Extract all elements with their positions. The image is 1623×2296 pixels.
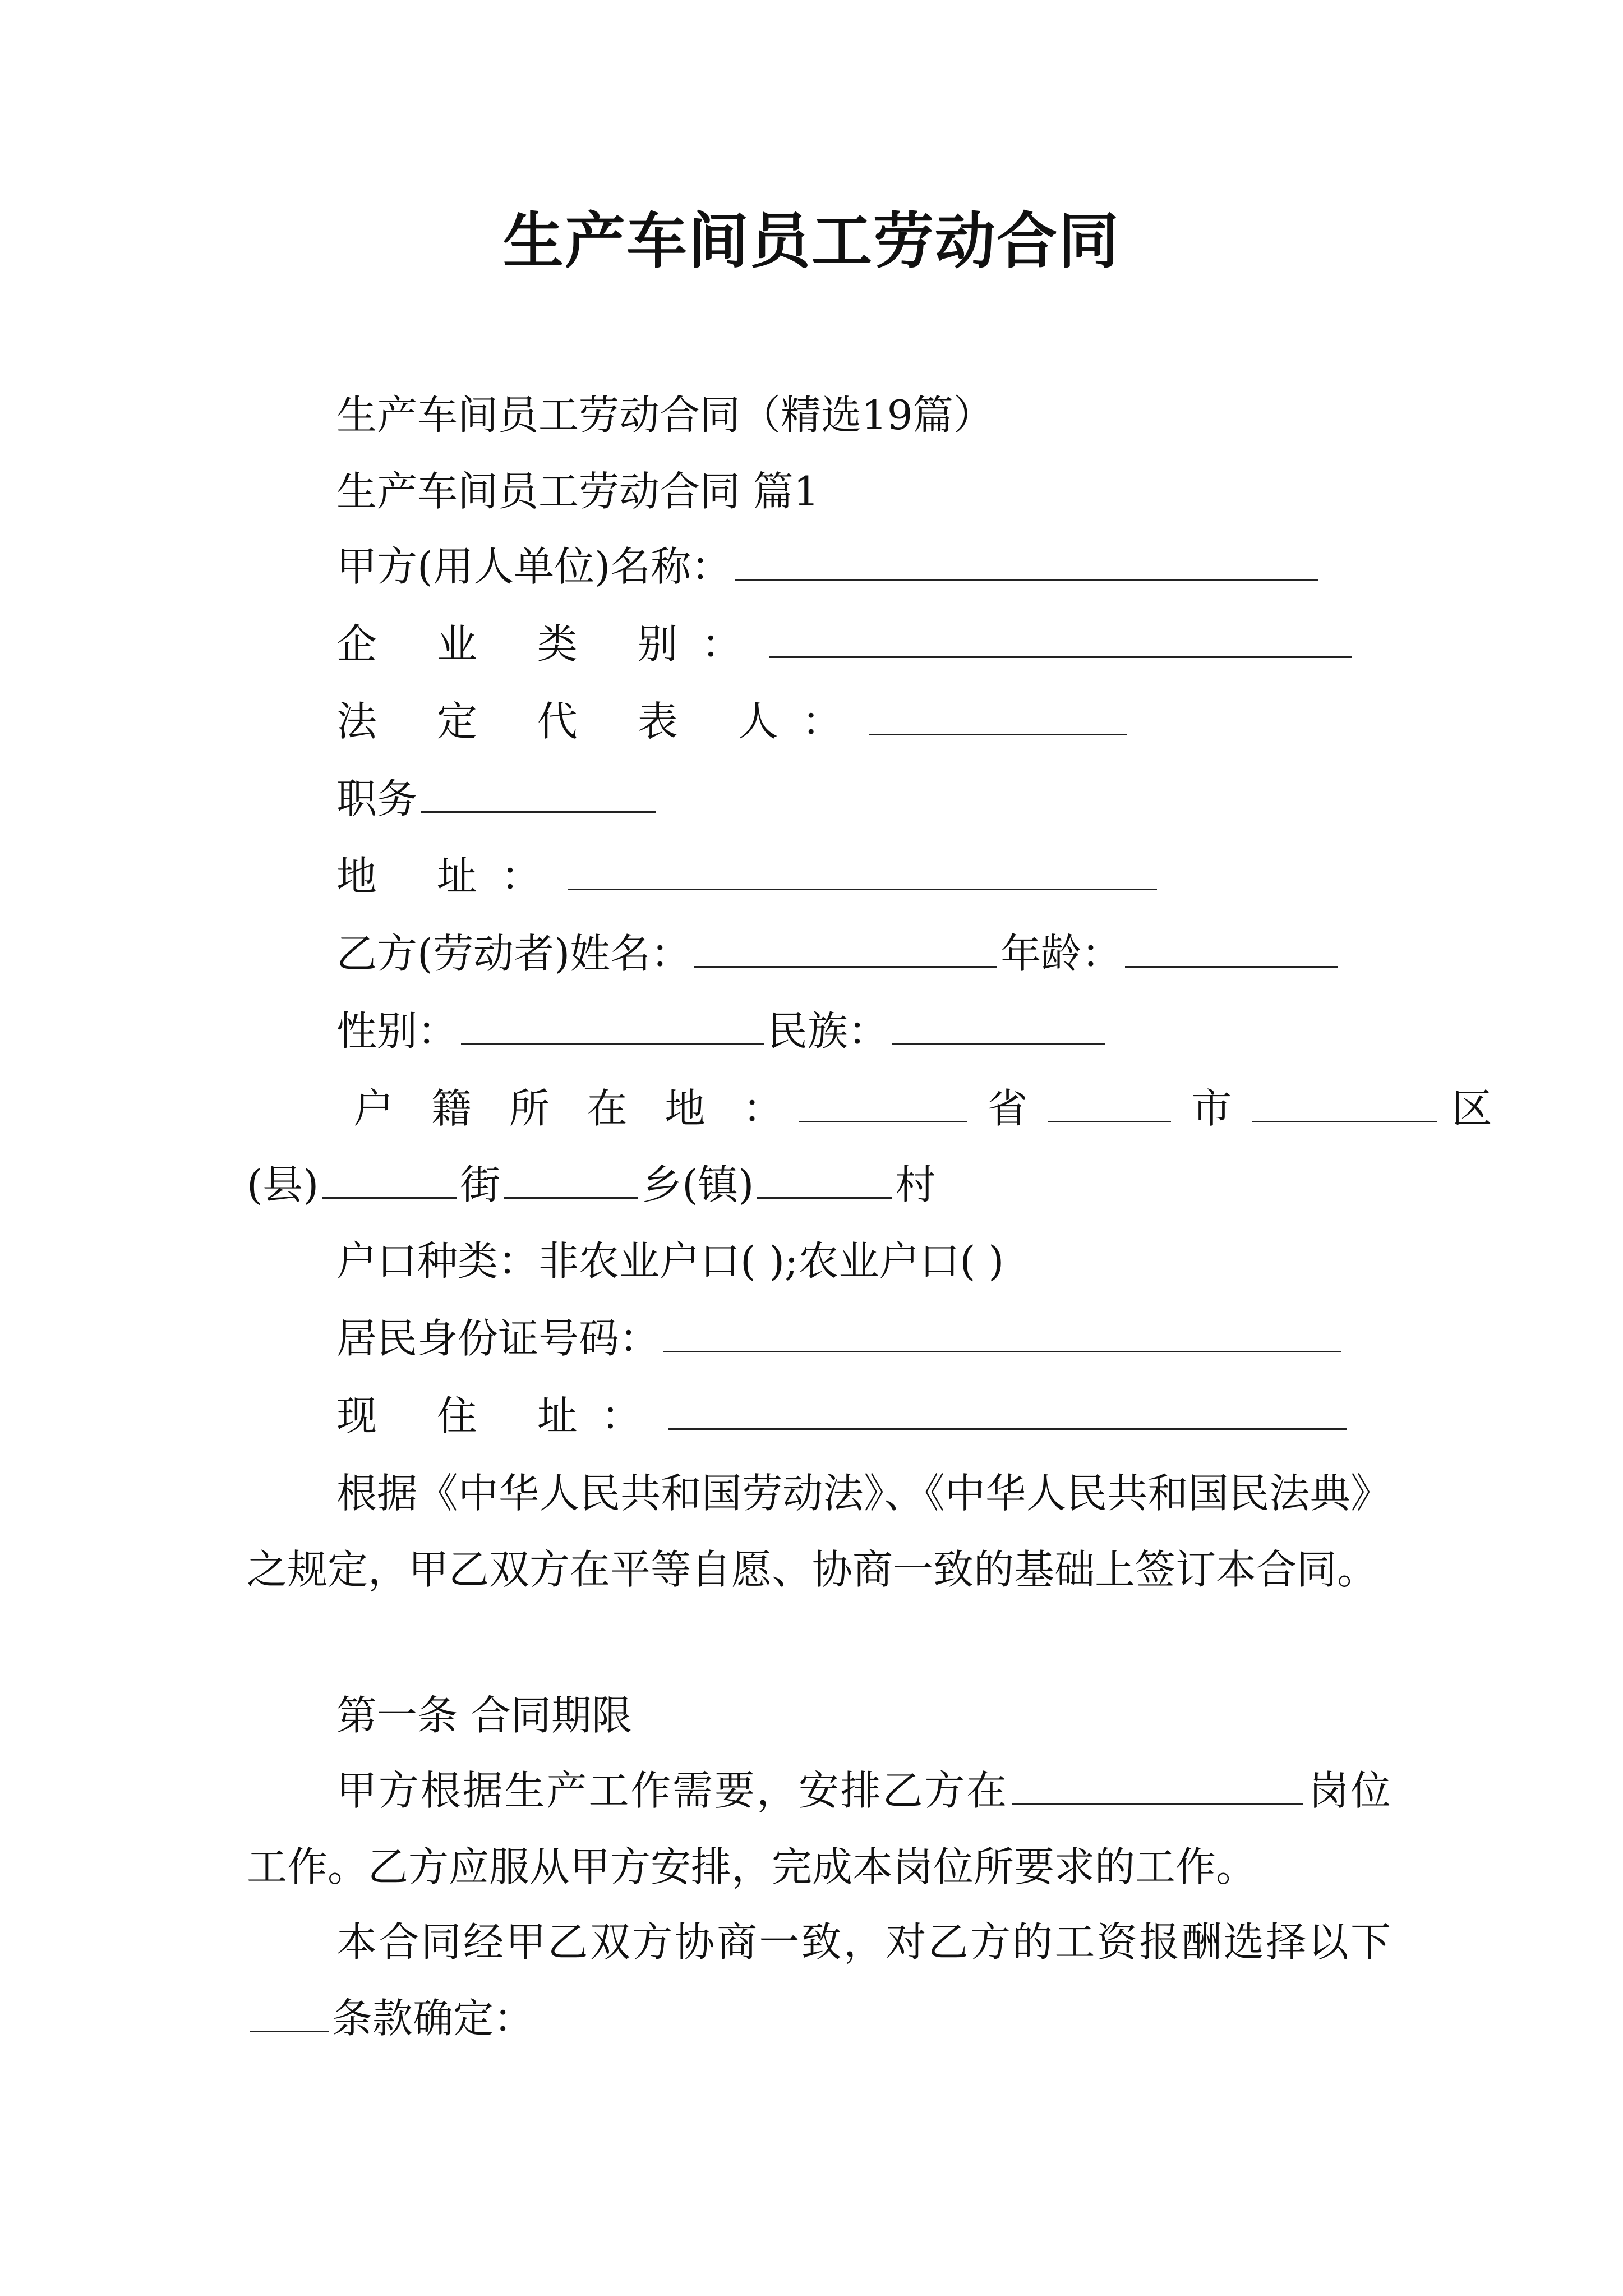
- subtitle: 生产车间员工劳动合同（精选19篇）: [336, 392, 994, 439]
- party-a-name-field[interactable]: [735, 542, 1318, 581]
- party-a-address-row: [336, 848, 1391, 904]
- article-1-title: 第一条 合同期限: [336, 1692, 632, 1739]
- domicile-province-label: 省: [987, 1085, 1028, 1132]
- domicile-township-field[interactable]: [757, 1161, 892, 1199]
- party-a-position-field[interactable]: [421, 775, 656, 813]
- hukou-type: 户口种类：非农业户口( );农业户口( ): [336, 1237, 1004, 1285]
- party-b-ethnicity-field[interactable]: [892, 1007, 1105, 1045]
- party-a-category-label: 企 业 类 别：: [336, 620, 766, 668]
- domicile-row: [353, 1080, 1492, 1137]
- domicile-county-field[interactable]: [322, 1161, 457, 1199]
- part-heading: 生产车间员工劳动合同 篇1: [336, 468, 819, 515]
- party-a-legal-rep-field[interactable]: [869, 697, 1127, 735]
- party-b-ethnicity-label: 民族：: [767, 1007, 889, 1055]
- domicile-county-label: (县): [247, 1161, 319, 1208]
- party-a-position-label: 职务: [336, 775, 418, 822]
- party-a-position-row: [336, 771, 1391, 827]
- domicile-label: 户 籍 所 在 地 ：: [353, 1085, 796, 1132]
- id-number-label: 居民身份证号码：: [336, 1315, 660, 1362]
- domicile-city-label: 市: [1191, 1085, 1232, 1132]
- party-b-age-field[interactable]: [1125, 930, 1338, 968]
- domicile-province-field[interactable]: [799, 1084, 967, 1122]
- party-b-age-label: 年龄：: [1000, 930, 1122, 977]
- party-a-name-label: 甲方(用人单位)名称：: [336, 543, 732, 590]
- domicile-street-label: 街: [460, 1161, 501, 1208]
- basis-paragraph: 根据《中华人民共和国劳动法》、《中华人民共和国民法典》之规定，甲乙双方在平等自愿、协商一致的基础上签订本合同。: [247, 1470, 1391, 1593]
- id-number-row: [336, 1310, 1391, 1366]
- article-1-text-a: 甲方根据生产工作需要，安排乙方在: [336, 1767, 1009, 1814]
- party-a-legal-rep-row: [336, 693, 1391, 749]
- party-b-name-row: [336, 926, 1391, 982]
- domicile-village-label: 村: [895, 1161, 936, 1208]
- domicile-district-label: 区: [1451, 1085, 1492, 1132]
- salary-text-a: 本合同经甲乙双方协商一致，对乙方的工资报酬选择以下: [336, 1918, 1391, 1966]
- party-b-gender-row: [336, 1003, 1391, 1059]
- current-address-row: [336, 1388, 1391, 1444]
- id-number-field[interactable]: [663, 1314, 1341, 1352]
- party-b-name-field[interactable]: [694, 930, 997, 968]
- party-a-name-row: [336, 539, 1391, 595]
- party-b-name-label: 乙方(劳动者)姓名：: [336, 930, 691, 977]
- domicile-township-label: 乡(镇): [642, 1161, 754, 1208]
- party-b-gender-label: 性别：: [336, 1007, 458, 1055]
- article-1-body: [247, 1752, 1391, 1905]
- current-address-field[interactable]: [668, 1392, 1347, 1430]
- party-a-address-label: 地 址：: [336, 853, 565, 900]
- party-a-address-field[interactable]: [568, 852, 1157, 890]
- post-field[interactable]: [1012, 1766, 1303, 1805]
- article-1-text-b: 岗位工作。乙方应服从甲方安排，完成本岗位所要求的工作。: [247, 1767, 1391, 1890]
- salary-text-b: 条款确定：: [332, 1995, 534, 2042]
- salary-clause-field[interactable]: [250, 1994, 329, 2032]
- party-a-legal-rep-label: 法 定 代 表 人：: [336, 698, 866, 745]
- document-title: 生产车间员工劳动合同: [502, 206, 1120, 277]
- domicile-district-field[interactable]: [1252, 1084, 1437, 1122]
- domicile-city-field[interactable]: [1048, 1084, 1171, 1122]
- party-b-gender-field[interactable]: [461, 1007, 764, 1045]
- current-address-label: 现 住 址：: [336, 1392, 665, 1439]
- salary-paragraph: [247, 1904, 1391, 2056]
- domicile-row-2: [247, 1157, 1402, 1213]
- party-a-category-field[interactable]: [769, 620, 1352, 658]
- domicile-street-field[interactable]: [504, 1161, 638, 1199]
- party-a-category-row: [336, 616, 1391, 672]
